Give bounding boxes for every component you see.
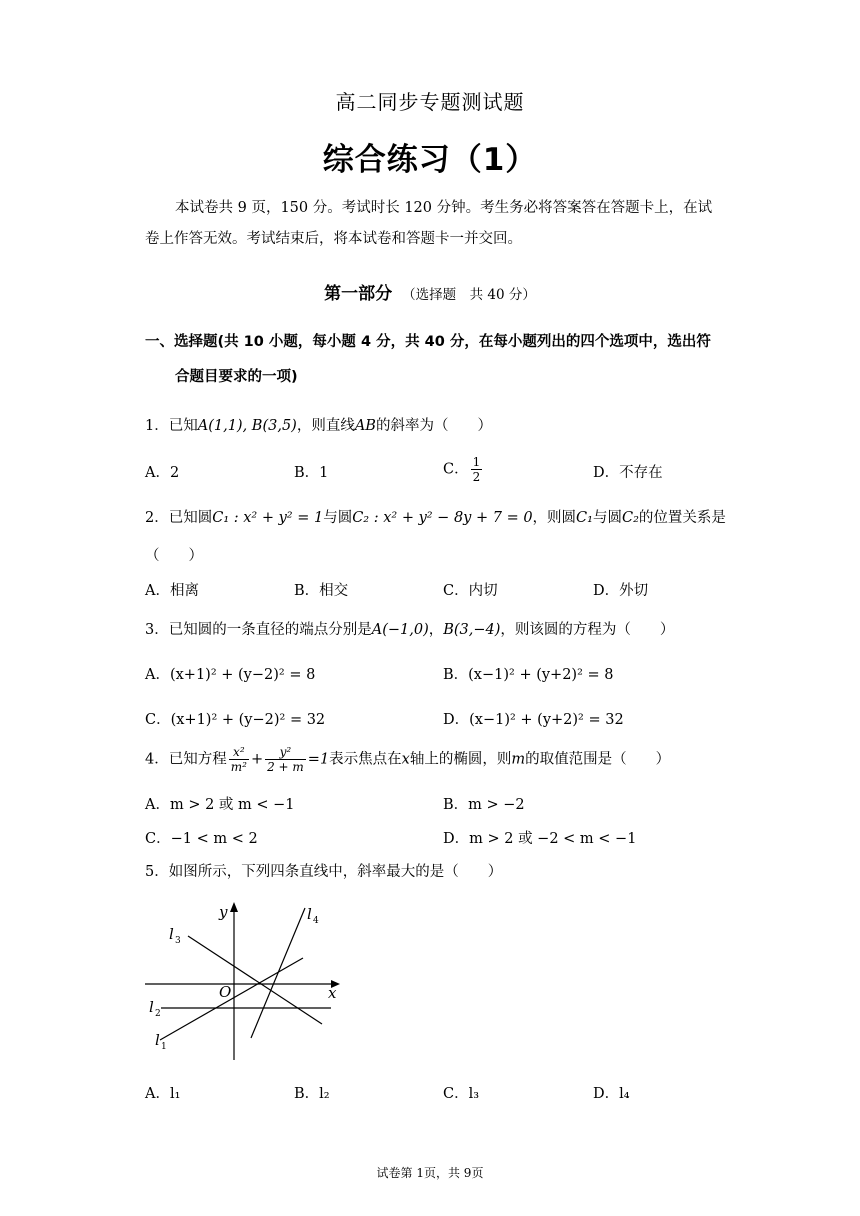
q4-post: 的取值范围是（ ）: [525, 751, 671, 768]
q4-mid: 表示焦点在: [329, 751, 402, 768]
section-heading-line-1: 一、选择题(共 10 小题，每小题 4 分，共 40 分，在每小题列出的四个选项中，选出符: [145, 334, 711, 350]
q1-option-d[interactable]: D．不存在: [593, 465, 663, 481]
l1-subscript: 1: [161, 1042, 167, 1052]
q3-pre: 已知圆的一条直径的端点分别是: [168, 622, 372, 638]
question-3: [145, 618, 674, 639]
q4-frac1-den: m²: [230, 760, 247, 774]
question-1: [145, 414, 492, 435]
q3-number: 3．: [145, 622, 169, 638]
q3-point-b: B(3,−4): [443, 622, 501, 638]
q1-number: 1．: [145, 418, 169, 434]
part-title: 第一部分: [324, 284, 393, 304]
l3-label: l: [169, 925, 174, 943]
l1-label: l: [155, 1031, 160, 1049]
part-note: （选择题 共 40 分）: [402, 287, 536, 303]
q1-ab: AB: [354, 418, 376, 434]
q5-number: 5．: [145, 864, 169, 880]
q2-number: 2．: [145, 510, 169, 526]
q3-point-a: A(−1,0): [371, 622, 429, 638]
q2-c2b: C₂: [621, 510, 639, 526]
q3-post: ，则该圆的方程为（ ）: [500, 622, 675, 638]
q4-option-a[interactable]: A．m > 2 或 m < −1: [145, 797, 295, 813]
l2-label: l: [149, 998, 154, 1016]
q1-option-b[interactable]: B．1: [294, 465, 329, 481]
q4-option-d[interactable]: D．m > 2 或 −2 < m < −1: [443, 831, 637, 847]
q2-option-a[interactable]: A．相离: [145, 583, 199, 599]
q5-option-a[interactable]: A．l₁: [145, 1086, 181, 1102]
l3-subscript: 3: [175, 936, 181, 946]
q2-option-c[interactable]: C．内切: [443, 583, 498, 599]
q2-mid2: ，则圆: [532, 510, 577, 526]
q3-sep: ，: [428, 622, 444, 638]
q2-mid3: 与圆: [592, 510, 622, 526]
l4-subscript: 4: [313, 916, 319, 926]
q2-post: 的位置关系是: [638, 510, 726, 526]
q5-option-c[interactable]: C．l₃: [443, 1086, 480, 1102]
q2-c2: C₂ : x² + y² − 8y + 7 = 0: [352, 510, 533, 526]
q4-x: x: [401, 751, 410, 768]
q4-option-c[interactable]: C．−1 < m < 2: [145, 831, 258, 847]
y-axis-label: y: [219, 903, 228, 921]
exam-series-title: 高二同步专题测试题: [335, 90, 525, 114]
q5-option-d[interactable]: D．l₄: [593, 1086, 630, 1102]
question-4: [145, 745, 670, 774]
q4-pre: 已知方程: [168, 751, 227, 768]
q5-line-figure: [143, 900, 343, 1065]
part-heading: [0, 279, 860, 304]
q5-option-b[interactable]: B．l₂: [294, 1086, 330, 1102]
q2-paren: （ ）: [145, 548, 203, 564]
x-axis-label: x: [328, 984, 337, 1002]
q4-frac2-den: 2 + m: [267, 760, 304, 774]
q4-frac2-num: y²: [265, 745, 306, 760]
question-2: [145, 506, 726, 527]
line-l3: [188, 936, 322, 1024]
q2-c1: C₁ : x² + y² = 1: [212, 510, 324, 526]
q4-number: 4．: [145, 751, 169, 768]
q1-post: ，则直线: [296, 418, 355, 434]
q1-c-denominator: 2: [472, 470, 481, 484]
line-l1: [160, 958, 303, 1040]
q1-c-numerator: 1: [472, 455, 481, 469]
page-footer: 试卷第 1页，共 9页: [376, 1166, 484, 1180]
section-heading-line-2: 合题目要求的一项): [175, 369, 298, 385]
origin-label: O: [219, 983, 232, 1001]
l4-label: l: [307, 905, 312, 923]
q4-option-b[interactable]: B．m > −2: [443, 797, 525, 813]
q1-option-a[interactable]: A．2: [145, 465, 180, 481]
q4-mid2: 轴上的椭圆，则: [409, 751, 512, 768]
intro-line-1: 本试卷共 9 页，150 分。考试时长 120 分钟。考生务必将答案答在答题卡上，在试: [175, 200, 713, 216]
question-5: [145, 860, 502, 881]
q1-option-c[interactable]: [443, 455, 484, 484]
line-l4: [251, 908, 305, 1038]
q2-option-b[interactable]: B．相交: [294, 583, 349, 599]
q3-option-c[interactable]: C．(x+1)² + (y−2)² = 32: [145, 712, 326, 728]
q1-option-c-label: C．: [443, 461, 469, 478]
q2-pre: 已知圆: [168, 510, 213, 526]
l2-subscript: 2: [155, 1009, 161, 1019]
y-axis-arrow: [230, 902, 238, 912]
q3-option-a[interactable]: A．(x+1)² + (y−2)² = 8: [145, 667, 316, 683]
q1-pre: 已知: [168, 418, 198, 434]
intro-line-2: 卷上作答无效。考试结束后，将本试卷和答题卡一并交回。: [145, 231, 522, 247]
q4-plus: +: [250, 751, 264, 768]
q1-post2: 的斜率为（ ）: [375, 418, 492, 434]
q3-option-d[interactable]: D．(x−1)² + (y+2)² = 32: [443, 712, 624, 728]
q1-points: A(1,1), B(3,5): [197, 418, 297, 434]
exam-main-title: 综合练习（1）: [322, 142, 538, 178]
q5-text: 如图所示，下列四条直线中，斜率最大的是（ ）: [168, 864, 503, 880]
q2-c1b: C₁: [576, 510, 593, 526]
q4-eq: =1: [307, 751, 330, 768]
q2-option-d[interactable]: D．外切: [593, 583, 649, 599]
q3-option-b[interactable]: B．(x−1)² + (y+2)² = 8: [443, 667, 614, 683]
q2-mid: 与圆: [323, 510, 353, 526]
q4-m: m: [511, 751, 526, 768]
q4-frac1-num: x²: [229, 745, 249, 760]
